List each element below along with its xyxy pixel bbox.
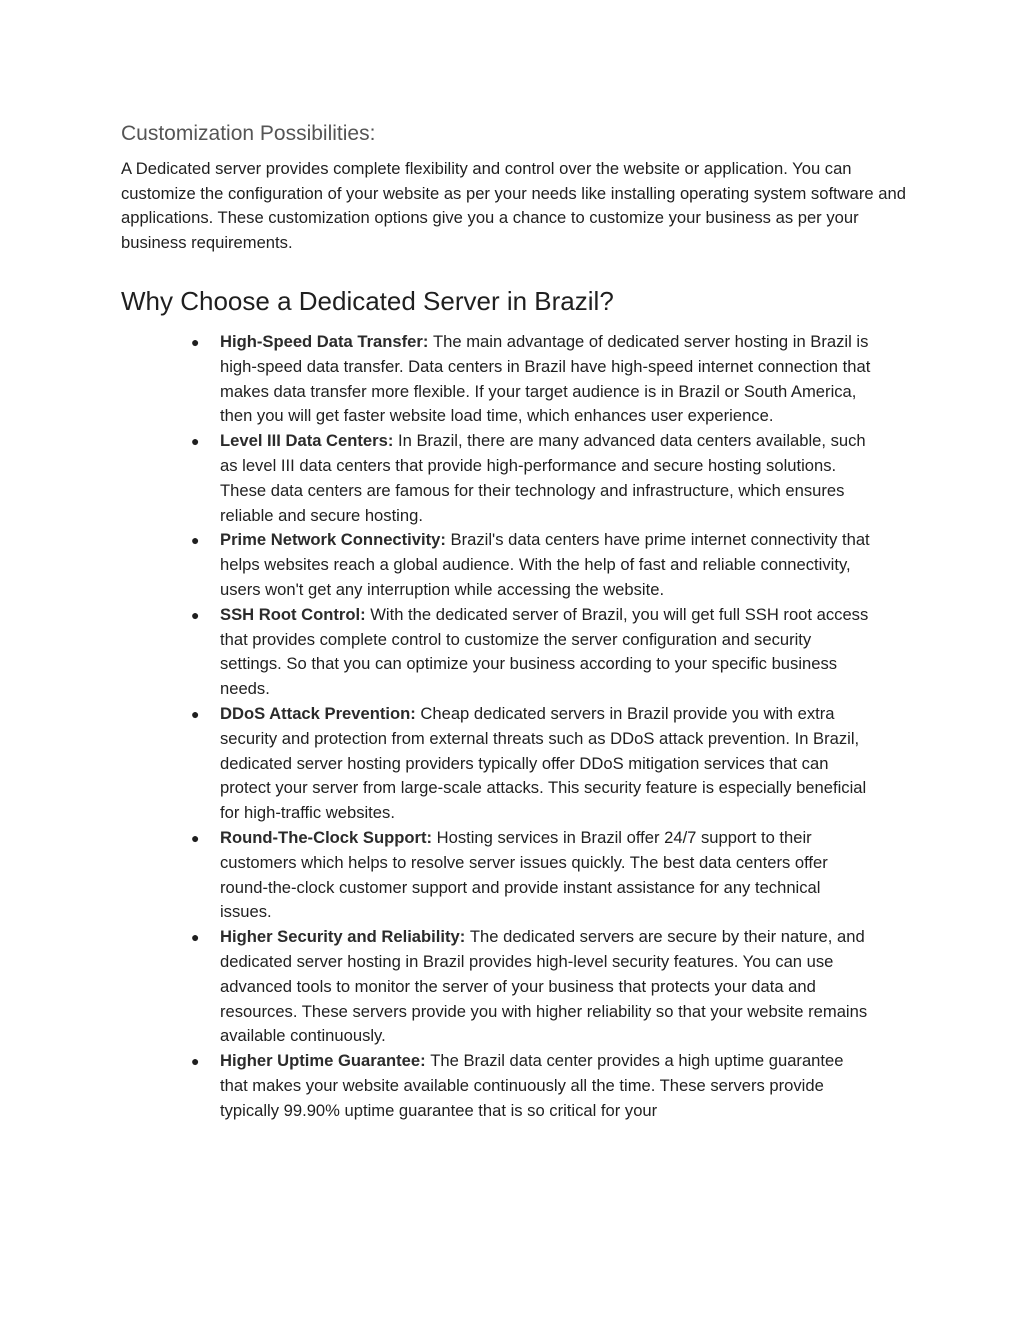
bullet-icon: ● bbox=[191, 532, 200, 549]
list-item-title: Level III Data Centers: bbox=[220, 431, 398, 451]
bullet-icon: ● bbox=[191, 606, 200, 623]
bullet-icon: ● bbox=[191, 334, 200, 350]
list-item-title: Prime Network Connectivity: bbox=[220, 530, 451, 550]
list-item-text: Cheap dedicated servers in Brazil provide you with extra security and protection from external threats such as DDoS attack prevention. In Brazil, dedicated server hosting providers typically offer DDoS mitigation services that can protect your server from large-scale attacks. This security feature is especially beneficial for high-traffic websites. bbox=[220, 703, 867, 823]
section-heading-customization: Customization Possibilities: bbox=[121, 122, 376, 145]
list-item bbox=[185, 925, 875, 1049]
list-item-title: Round-The-Clock Support: bbox=[220, 827, 437, 847]
list-item-title: DDoS Attack Prevention: bbox=[220, 703, 421, 723]
list-item-text: Hosting services in Brazil offer 24/7 support to their customers which helps to resolve server issues quickly. The best data centers offer round-the-clock customer support and provide instant assistance for any technical issues. bbox=[220, 827, 828, 922]
list-item bbox=[185, 330, 875, 429]
list-item-text: With the dedicated server of Brazil, you will get full SSH root access that provides complete control to customize the server configuration and security settings. So that you can optimize your business according to your specific business needs. bbox=[220, 604, 869, 699]
list-item bbox=[185, 603, 875, 702]
list-item bbox=[185, 1049, 875, 1123]
list-item-text: The main advantage of dedicated server hosting in Brazil is high-speed data transfer. Data centers in Brazil have high-speed internet connection that makes data transfer more flexible. If your target audience is in Brazil or South America, then you will get faster website load time, which enhances user experience. bbox=[220, 332, 871, 426]
bullet-icon: ● bbox=[191, 1053, 200, 1070]
list-item-title: Higher Security and Reliability: bbox=[220, 927, 470, 947]
list-item-text: The Brazil data center provides a high uptime guarantee that makes your website available continuously all the time. These servers provide typically 99.90% uptime guarantee that is so critical for your bbox=[220, 1051, 844, 1120]
list-item bbox=[185, 826, 875, 925]
bullet-icon: ● bbox=[191, 433, 200, 450]
list-item bbox=[185, 702, 875, 826]
list-item-title: SSH Root Control: bbox=[220, 604, 371, 624]
benefits-list bbox=[185, 330, 875, 1124]
list-item bbox=[185, 429, 875, 528]
list-item-text: In Brazil, there are many advanced data centers available, such as level III data centers that provide high-performance and secure hosting solutions. These data centers are famous for their technology and infrastructure, which ensures reliable and secure hosting. bbox=[220, 431, 866, 525]
list-item-text: Brazil's data centers have prime internet connectivity that helps websites reach a global audience. With the help of fast and reliable connectivity, users won't get any interruption while accessing the website. bbox=[220, 530, 870, 599]
list-item bbox=[185, 528, 875, 602]
paragraph-customization: A Dedicated server provides complete flexibility and control over the website or application. You can customize the configuration of your website as per your needs like installing operating system software and applications. These customization options give you a chance to customize your business as per your business requirements. bbox=[121, 159, 906, 252]
list-item-text: The dedicated servers are secure by their nature, and dedicated server hosting in Brazil provides high-level security features. You can use advanced tools to monitor the server of your business that protects your data and resources. These servers provide you with higher reliability so that your website remains available continuously. bbox=[220, 927, 868, 1046]
list-item-title: High-Speed Data Transfer: bbox=[220, 332, 433, 351]
bullet-icon: ● bbox=[191, 829, 200, 846]
bullet-icon: ● bbox=[191, 929, 200, 946]
bullet-icon: ● bbox=[191, 705, 200, 722]
section-heading-why-brazil: Why Choose a Dedicated Server in Brazil? bbox=[121, 286, 614, 316]
list-item-title: Higher Uptime Guarantee: bbox=[220, 1051, 431, 1071]
